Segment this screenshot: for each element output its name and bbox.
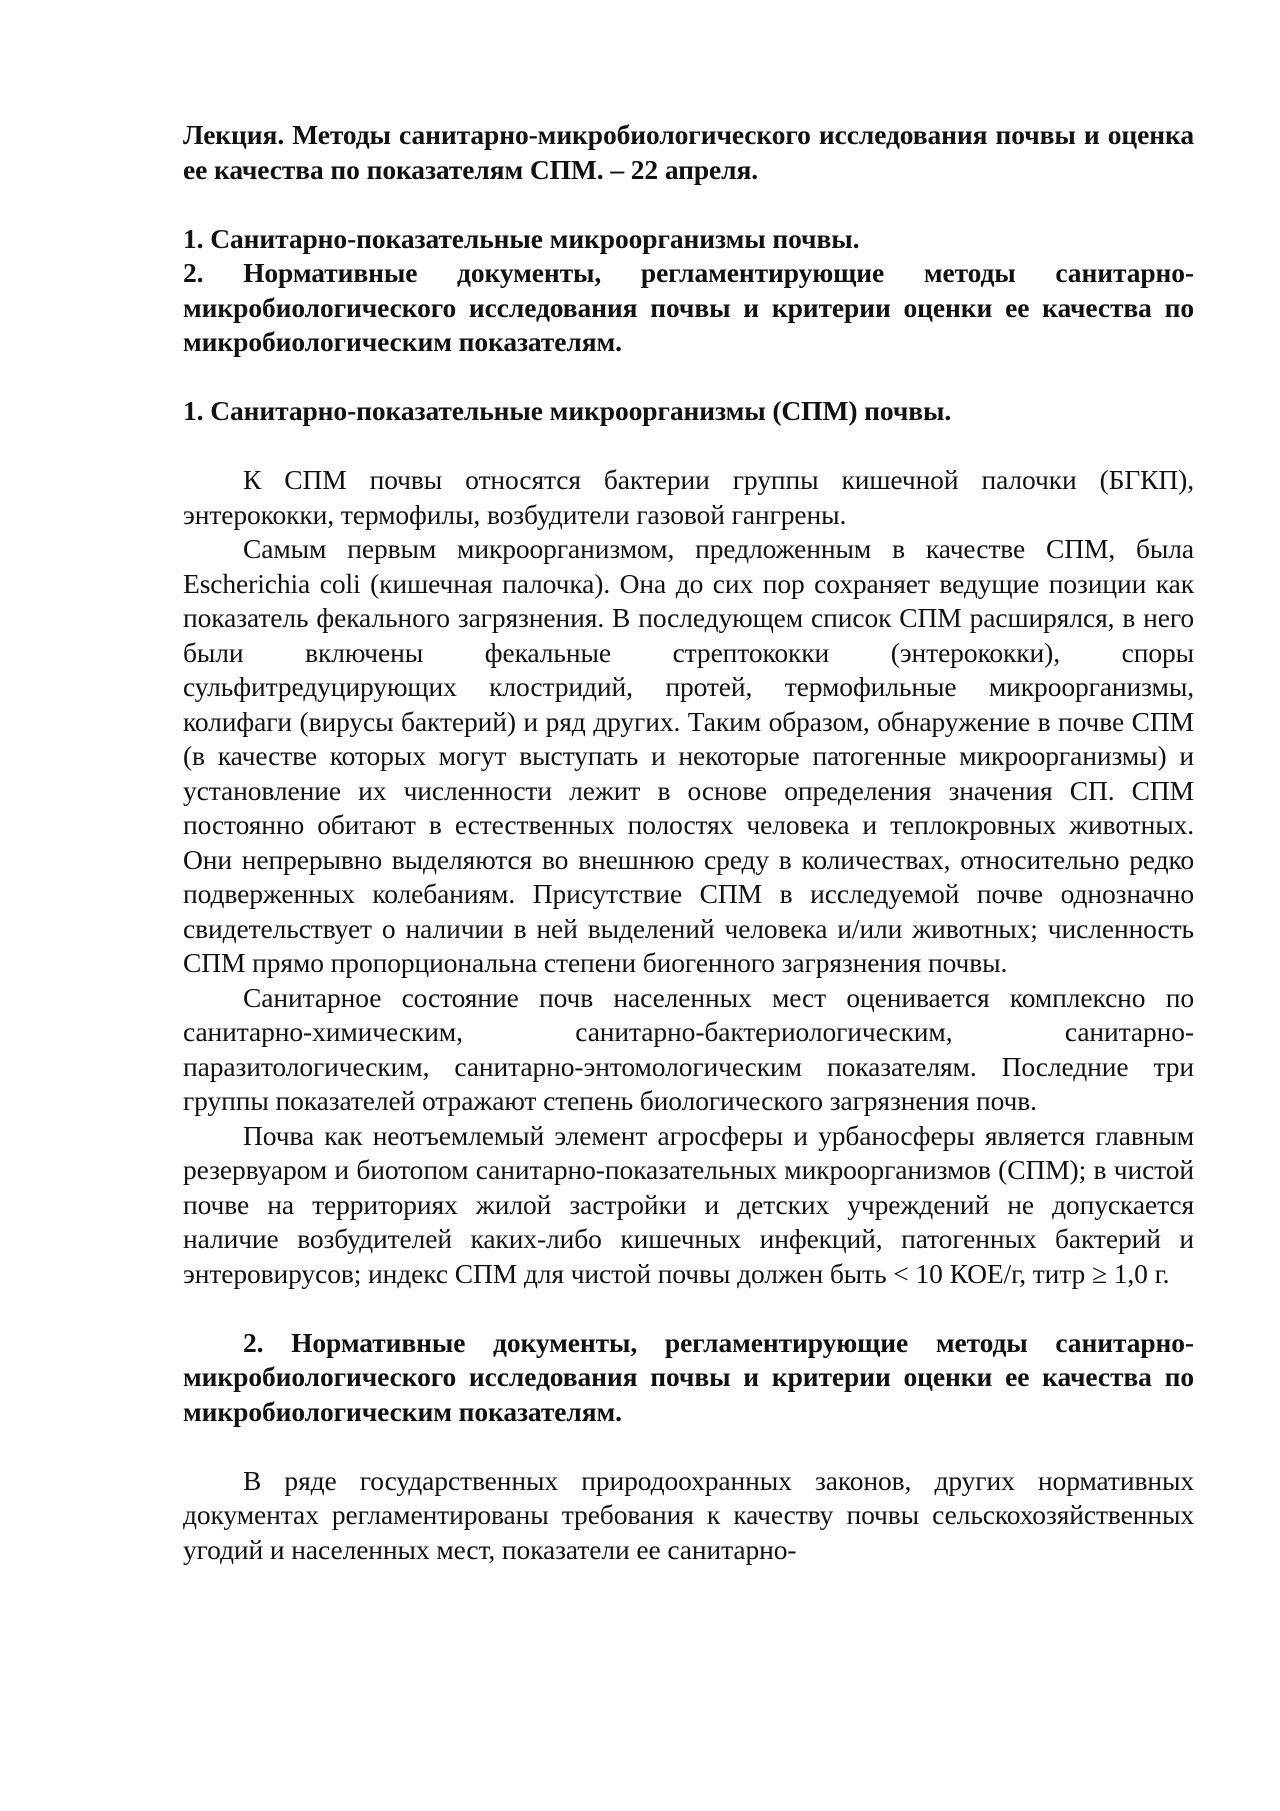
spacer [183, 187, 1194, 222]
spacer [183, 1291, 1194, 1326]
section-1-heading: 1. Санитарно-показательные микроорганизмы (СПМ) почвы. [183, 395, 952, 426]
section-2-heading: 2. Нормативные документы, регламентирующие методы санитарно-микробиологического исследования почвы и критерии оценки ее качества по микробиологическим показателям. [183, 1326, 1194, 1427]
section-1-paragraph-3: Санитарное состояние почв населенных мест оценивается комплексно по санитарно-химическим, санитарно-бактериологическим, санитарно-паразитологическим, санитарно-энтомологическим показателям. Последние три группы показателей отражают степень биологического загрязнения почв. [183, 981, 1194, 1116]
spacer [183, 429, 1194, 464]
page-title: Лекция. Методы санитарно-микробиологического исследования почвы и оценка ее качества по показателям СПМ. – 22 апреля. [183, 119, 1194, 185]
outline-item-2: 2. Нормативные документы, регламентирующие методы санитарно-микробиологического исследования почвы и критерии оценки ее качества по микробиологическим показателям. [183, 257, 1194, 357]
section-1-paragraph-4: Почва как неотъемлемый элемент агросферы и урбаносферы является главным резервуаром и биотопом санитарно-показательных микроорганизмов (СПМ); в чистой почве на территориях жилой застройки и детских учреждений не допускается наличие возбудителей каких-либо кишечных инфекций, патогенных бактерий и энтеровирусов; индекс СПМ для чистой почвы должен быть < 10 КОЕ/г, титр ≥ 1,0 г. [183, 1119, 1194, 1289]
spacer [183, 1429, 1194, 1464]
spacer [183, 360, 1194, 395]
outline-item-1: 1. Санитарно-показательные микроорганизмы почвы. [183, 222, 860, 254]
section-1-paragraph-1: К СПМ почвы относятся бактерии группы кишечной палочки (БГКП), энтерококки, термофилы, возбудители газовой гангрены. [183, 464, 1194, 530]
section-2-paragraph-1: В ряде государственных природоохранных законов, других нормативных документах регламентированы требования к качеству почвы сельскохозяйственных угодий и населенных мест, показатели ее санитарно- [183, 1464, 1194, 1565]
document-body [183, 118, 1194, 1567]
section-1-paragraph-2: Самым первым микроорганизмом, предложенным в качестве СПМ, была Escherichia coli (кишечная палочка). Она до сих пор сохраняет ведущие позиции как показатель фекального загрязнения. В последующем список СПМ расширялся, в него были включены фекальные стрептококки (энтерококки), споры сульфитредуцирующих клостридий, протей, термофильные микроорганизмы, колифаги (вирусы бактерий) и ряд других. Таким образом, обнаружение в почве СПМ (в качестве которых могут выступать и некоторые патогенные микроорганизмы) и установление их численности лежит в основе определения значения СП. СПМ постоянно обитают в естественных полостях человека и теплокровных животных. Они непрерывно выделяются во внешнюю среду в количествах, относительно редко подверженных колебаниям. Присутствие СПМ в исследуемой почве однозначно свидетельствует о наличии в ней выделений человека и/или животных; численность СПМ прямо пропорциональна степени биогенного загрязнения почвы. [183, 533, 1194, 978]
